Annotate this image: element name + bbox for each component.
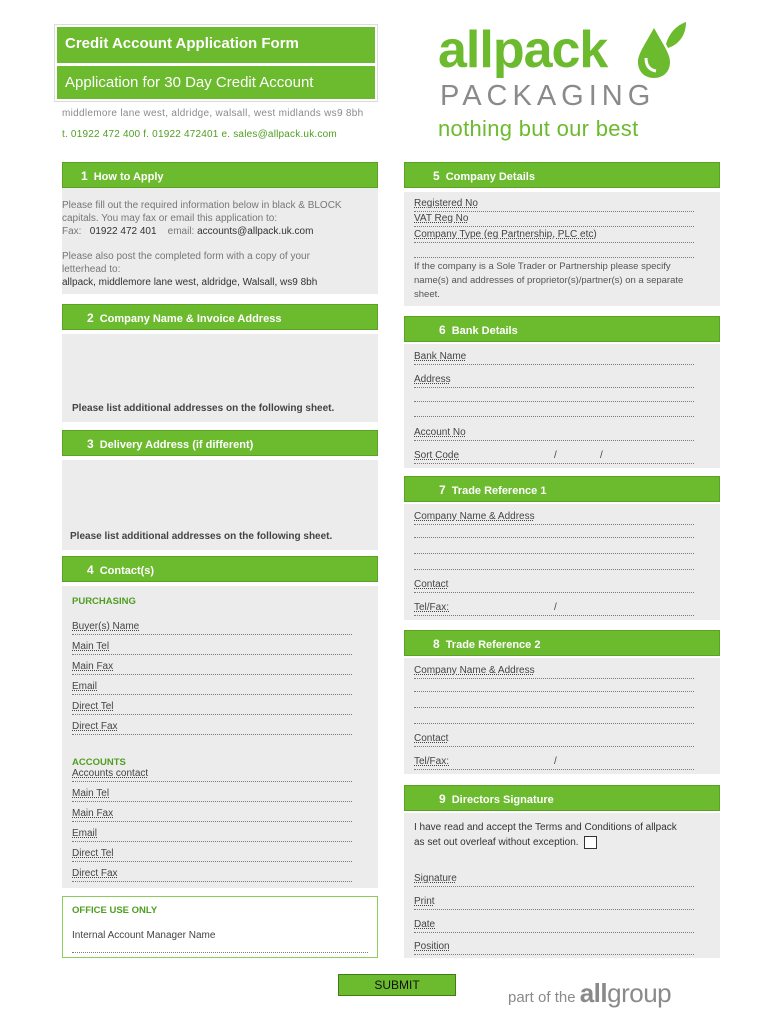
trade-ref-2-address-line-4[interactable] — [414, 723, 694, 724]
field-label: Date — [414, 919, 436, 930]
section-8-header — [404, 630, 720, 656]
field-label: Signature — [414, 873, 457, 884]
field-label: Address — [414, 374, 451, 385]
field-label: Tel/Fax: — [414, 756, 450, 767]
field-label: Company Name & Address — [414, 665, 535, 676]
logo-wordmark: allpack — [438, 21, 608, 79]
terms-line: as set out overleaf without exception. — [414, 837, 579, 848]
section-title: Company Name & Invoice Address — [99, 313, 282, 325]
section-title: How to Apply — [93, 171, 164, 183]
help-line: Please also post the completed form with a copy of your — [62, 251, 310, 262]
field-label: Main Fax — [72, 808, 114, 819]
field-label: VAT Reg No — [414, 213, 469, 224]
trade-ref-1-telfax-field[interactable] — [414, 602, 694, 616]
date-field[interactable] — [414, 919, 694, 933]
section-title: Trade Reference 1 — [451, 485, 547, 497]
note-line: If the company is a Sole Trader or Partnership please specify — [414, 261, 671, 272]
field-label: Contact — [414, 733, 449, 744]
group-brand-group: group — [607, 978, 672, 1008]
trade-ref-2-company-field[interactable] — [414, 665, 694, 679]
field-label: Sort Code — [414, 450, 460, 461]
form-title: Credit Account Application Form — [57, 27, 375, 63]
section-title: Company Details — [445, 171, 535, 183]
accounts-contact-field[interactable] — [72, 768, 352, 782]
field-label: Main Tel — [72, 641, 110, 652]
purchasing-direct-fax-field[interactable] — [72, 721, 352, 735]
trade-ref-1-address-line-2[interactable] — [414, 537, 694, 538]
field-label: Direct Fax — [72, 721, 118, 732]
section-7-header — [404, 476, 720, 502]
fax-label: Fax: — [62, 226, 82, 237]
accounts-main-fax-field[interactable] — [72, 808, 352, 822]
accounts-direct-tel-field[interactable] — [72, 848, 352, 862]
company-type-field[interactable] — [414, 229, 694, 243]
section-number: 9 — [439, 792, 446, 806]
form-title-box — [54, 24, 378, 102]
logo-packaging: PACKAGING — [440, 80, 656, 112]
section-1-header — [62, 162, 378, 188]
part-of-text: part of the — [508, 989, 576, 1006]
help-line: letterhead to: — [62, 264, 121, 275]
vat-reg-no-field[interactable] — [414, 213, 694, 227]
delivery-address-note: Please list additional addresses on the following sheet. — [70, 531, 333, 542]
section-number: 6 — [439, 323, 446, 337]
field-label: Direct Tel — [72, 848, 114, 859]
bank-address-line-3[interactable] — [414, 416, 694, 417]
group-logo — [508, 978, 671, 1009]
help-line: Please fill out the required information below in black & BLOCK — [62, 200, 342, 211]
note-line: name(s) and addresses of proprietor(s)/partner(s) on a separate — [414, 275, 684, 286]
section-number: 8 — [433, 637, 440, 651]
trade-ref-2-contact-field[interactable] — [414, 733, 694, 747]
print-name-field[interactable] — [414, 896, 694, 910]
office-use-box — [62, 896, 378, 958]
telfax-separator: / — [554, 756, 557, 767]
signature-field[interactable] — [414, 873, 694, 887]
field-label: Company Type (eg Partnership, PLC etc) — [414, 229, 597, 240]
bank-address-line-2[interactable] — [414, 401, 694, 402]
accounts-main-tel-field[interactable] — [72, 788, 352, 802]
field-label: Print — [414, 896, 435, 907]
email-label: email: — [167, 226, 195, 237]
field-label: Buyer(s) Name — [72, 621, 140, 632]
fax-number: 01922 472 401 — [89, 226, 157, 237]
account-manager-label: Internal Account Manager Name — [72, 930, 216, 941]
logo-tagline: nothing but our best — [438, 116, 639, 141]
purchasing-main-fax-field[interactable] — [72, 661, 352, 675]
group-brand-all: all — [579, 978, 608, 1008]
field-label: Position — [414, 941, 450, 952]
email-address: accounts@allpack.uk.com — [197, 226, 314, 237]
help-line — [62, 225, 376, 238]
field-label: Accounts contact — [72, 768, 149, 779]
section-number: 3 — [87, 437, 94, 451]
invoice-address-note: Please list additional addresses on the following sheet. — [72, 403, 335, 414]
section-number: 4 — [87, 563, 94, 577]
how-to-apply-text — [62, 199, 376, 289]
section-9-header — [404, 785, 720, 811]
section-2-header — [62, 304, 378, 330]
trade-ref-2-address-line-2[interactable] — [414, 691, 694, 692]
terms-line: I have read and accept the Terms and Conditions of allpack — [414, 822, 677, 833]
field-label: Direct Tel — [72, 701, 114, 712]
registered-no-field[interactable] — [414, 198, 694, 212]
field-label: Bank Name — [414, 351, 467, 362]
section-title: Bank Details — [451, 325, 518, 337]
bank-name-field[interactable] — [414, 351, 694, 365]
section-6-header — [404, 316, 720, 342]
company-address: middlemore lane west, aldridge, walsall, west midlands ws9 8bh — [62, 108, 364, 119]
trade-ref-2-address-line-3[interactable] — [414, 707, 694, 708]
field-label: Main Tel — [72, 788, 110, 799]
company-type-line-2[interactable] — [414, 257, 694, 258]
form-subtitle: Application for 30 Day Credit Account — [57, 65, 375, 99]
section-number: 5 — [433, 169, 440, 183]
leaf-drop-icon — [632, 20, 688, 80]
position-field[interactable] — [414, 941, 694, 955]
submit-button[interactable]: SUBMIT — [338, 974, 456, 996]
field-label: Direct Fax — [72, 868, 118, 879]
field-label: Registered No — [414, 198, 478, 209]
trade-ref-1-contact-field[interactable] — [414, 579, 694, 593]
trade-ref-1-company-field[interactable] — [414, 511, 694, 525]
section-title: Trade Reference 2 — [445, 639, 541, 651]
section-3-header — [62, 430, 378, 456]
field-label: Company Name & Address — [414, 511, 535, 522]
field-label: Main Fax — [72, 661, 114, 672]
account-no-field[interactable] — [414, 427, 694, 441]
sort-code-field[interactable] — [414, 450, 694, 464]
field-label: Account No — [414, 427, 466, 438]
accounts-email-field[interactable] — [72, 828, 352, 842]
field-label: Email — [72, 828, 98, 839]
terms-acceptance-text — [414, 820, 714, 850]
section-number: 2 — [87, 311, 94, 325]
field-label: Contact — [414, 579, 449, 590]
accounts-heading: ACCOUNTS — [72, 757, 126, 768]
trade-ref-1-address-line-3[interactable] — [414, 553, 694, 554]
section-title: Delivery Address (if different) — [99, 439, 254, 451]
purchasing-direct-tel-field[interactable] — [72, 701, 352, 715]
accounts-direct-fax-field[interactable] — [72, 868, 352, 882]
help-line: capitals. You may fax or email this application to: — [62, 213, 278, 224]
section-4-header — [62, 556, 378, 582]
section-number: 7 — [439, 483, 446, 497]
field-label: Tel/Fax: — [414, 602, 450, 613]
field-label: Email — [72, 681, 98, 692]
company-contact: t. 01922 472 400 f. 01922 472401 e. sales@allpack.uk.com — [62, 129, 337, 140]
accept-terms-checkbox[interactable] — [584, 836, 597, 849]
buyer-name-field[interactable] — [72, 621, 352, 635]
bank-address-field[interactable] — [414, 374, 694, 388]
trade-ref-2-telfax-field[interactable] — [414, 756, 694, 770]
section-title: Directors Signature — [451, 794, 554, 806]
company-details-note — [414, 260, 714, 302]
purchasing-main-tel-field[interactable] — [72, 641, 352, 655]
purchasing-heading: PURCHASING — [72, 596, 136, 607]
purchasing-email-field[interactable] — [72, 681, 352, 695]
trade-ref-1-address-line-4[interactable] — [414, 569, 694, 570]
telfax-separator: / — [554, 602, 557, 613]
office-use-title: OFFICE USE ONLY — [72, 905, 158, 916]
sort-code-separator: / — [554, 450, 557, 461]
section-5-header — [404, 162, 720, 188]
note-line: sheet. — [414, 289, 440, 300]
sort-code-separator: / — [600, 450, 603, 461]
help-line: allpack, middlemore lane west, aldridge, Walsall, ws9 8bh — [62, 277, 318, 288]
section-number: 1 — [81, 169, 88, 183]
section-title: Contact(s) — [99, 565, 155, 577]
account-manager-field[interactable] — [72, 952, 368, 953]
